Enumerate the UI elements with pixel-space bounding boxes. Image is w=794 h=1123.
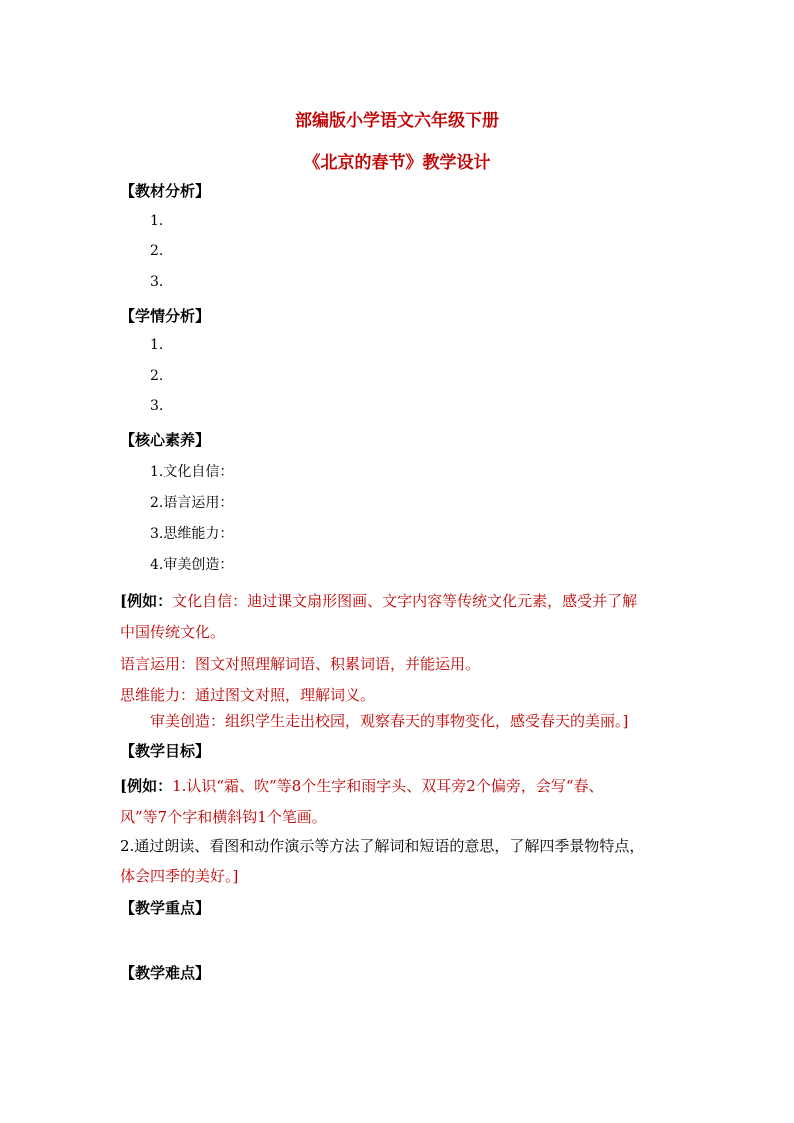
heading-core-literacy: 【核心素养】 [120,431,211,449]
goal-line: 体会四季的美好。] [120,867,239,885]
list-item: 2. [150,243,164,259]
example-line: 审美创造：组织学生走出校园，观察春天的事物变化，感受春天的美丽。] [150,712,629,730]
example-prefix: [例如： [120,592,173,610]
goal-line: 2.通过朗读、看图和动作演示等方法了解词和短语的意思，了解四季景物特点， [120,837,645,855]
list-item: 3. [150,274,164,290]
heading-key-points: 【教学重点】 [120,899,211,917]
list-item: 1.文化自信： [150,464,234,480]
heading-student-analysis: 【学情分析】 [120,307,211,325]
goal-line: 风”等7个字和横斜钩1个笔画。 [120,808,327,826]
example-text: 文化自信：迪过课文扇形图画、文字内容等传统文化元素，感受并了解 [172,592,638,610]
list-item: 2. [150,368,164,384]
list-item: 1. [150,337,164,353]
heading-difficult-points: 【教学难点】 [120,964,211,982]
list-item: 1. [150,213,164,229]
heading-teaching-goals: 【教学目标】 [120,742,211,760]
example-line: 思维能力：通过图文对照，理解词义。 [120,686,376,704]
list-item: 3. [150,398,164,414]
list-item: 3.思维能力： [150,526,234,542]
example-line: 语言运用：图文对照理解词语、积累词语，并能运用。 [120,655,481,673]
goal-line [120,775,604,796]
goal-text: 1.认识“霜、吹”等8个生字和雨字头、双耳旁2个偏旁，会写“春、 [172,777,604,795]
example-line [120,590,637,611]
list-item: 2.语言运用： [150,495,234,511]
heading-textbook-analysis: 【教材分析】 [120,182,211,200]
document-title: 部编版小学语文六年级下册 [295,111,499,131]
list-item: 4.审美创造： [150,557,234,573]
example-line: 中国传统文化。 [120,623,226,641]
example-prefix: [例如： [120,777,173,795]
document-subtitle: 《北京的春节》教学设计 [303,153,491,173]
